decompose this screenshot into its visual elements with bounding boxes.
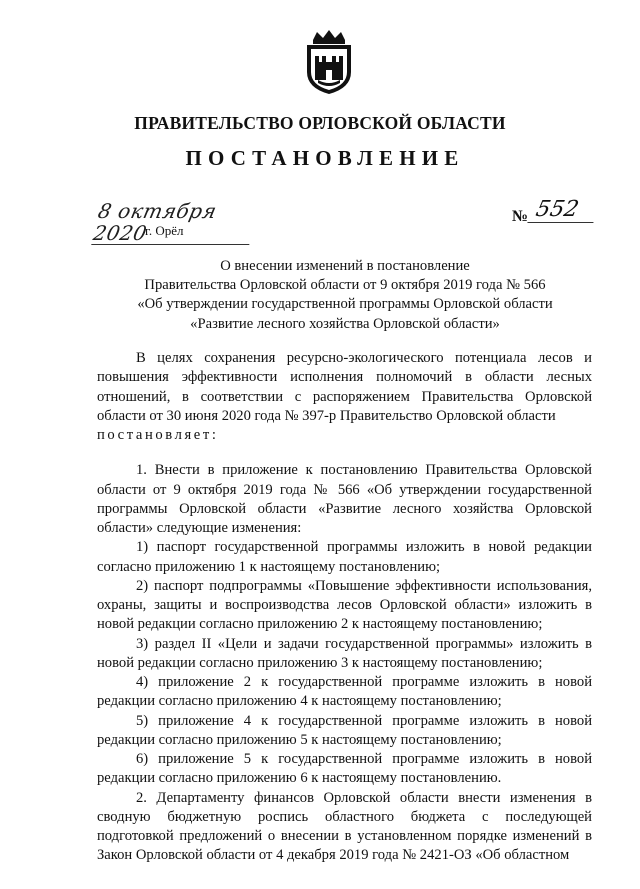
subject-line: О внесении изменений в постановление — [220, 258, 470, 274]
list-item: 2. Департаменту финансов Орловской области внести изменения в сводную бюджетную роспись областного бюджета с последующей подготовкой предложений о внесении в установленном порядке изменений в Закон Орловской области от 4 декабря 2019 года № 2421-ОЗ «Об областном — [97, 789, 592, 864]
preamble-paragraph: В целях сохранения ресурсно-экологического потенциала лесов и повышения эффективности исполнения полномочий в области лесных отношений, в соответствии с распоряжением Правительства Орловской области от 30 июня 2020 года № 397-р Правительство Орловской области — [97, 350, 592, 424]
number-label: № — [512, 208, 529, 225]
list-item: 1. Внести в приложение к постановлению Правительства Орловской области от 9 октября 2019 года № 566 «Об утверждении государственной программы Орловской области «Развитие лесного хозяйства Орловской области» следующие изменения: — [97, 462, 592, 536]
city-label: г. Орёл — [145, 223, 184, 238]
subject-line: «Развитие лесного хозяйства Орловской области» — [190, 315, 500, 332]
government-title: ПРАВИТЕЛЬСТВО ОРЛОВСКОЙ ОБЛАСТИ — [134, 113, 506, 133]
subject-line: Правительства Орловской области от 9 октября 2019 года № 566 — [144, 277, 546, 294]
document-type: ПОСТАНОВЛЕНИЕ — [185, 146, 465, 170]
coat-of-arms-icon — [301, 28, 357, 96]
list-item: 4) приложение 2 к государственной программе изложить в новой редакции согласно приложению 4 к настоящему постановлению; — [97, 674, 592, 710]
handwritten-date: 8 октября 2020 — [91, 200, 259, 245]
handwritten-number: 552 — [527, 198, 598, 223]
list-item: 1) паспорт государственной программы изложить в новой редакции согласно приложению 1 к настоящему постановлению; — [97, 539, 592, 575]
list-item: 3) раздел II «Цели и задачи государственной программы» изложить в новой редакции согласно приложению 3 к настоящему постановлению; — [97, 635, 592, 671]
resolves-word: постановляет: — [97, 427, 219, 443]
list-item: 6) приложение 5 к государственной программе изложить в новой редакции согласно приложению 6 к настоящему постановлению. — [97, 751, 592, 787]
subject-line: «Об утверждении государственной программы Орловской области — [137, 296, 553, 313]
list-item: 2) паспорт подпрограммы «Повышение эффективности использования, охраны, защиты и воспроизводства лесов Орловской области» изложить в новой редакции согласно приложению 2 к настоящему постановлению; — [97, 577, 592, 633]
document-subject — [80, 257, 610, 334]
document-body — [97, 349, 592, 866]
list-item: 5) приложение 4 к государственной программе изложить в новой редакции согласно приложению 5 к настоящему постановлению; — [97, 712, 592, 748]
